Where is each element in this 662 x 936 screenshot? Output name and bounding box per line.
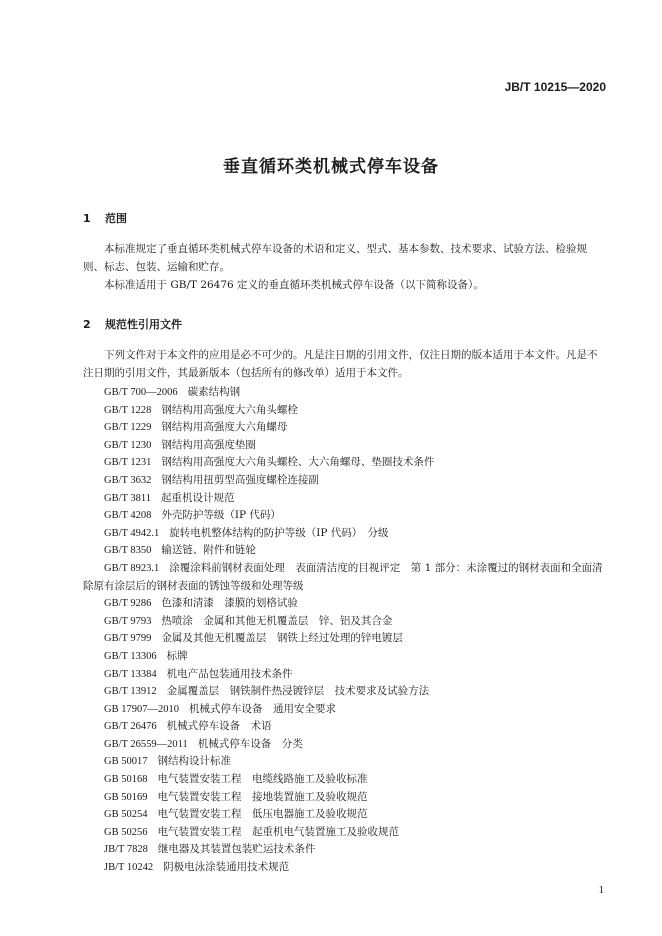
reference-code: GB 50168	[104, 774, 148, 786]
section-2-heading	[83, 316, 182, 332]
section-2-title: 规范性引用文件	[105, 318, 182, 331]
reference-code: GB/T 1231	[104, 457, 152, 469]
reference-title: 钢结构用高强度垫圈	[161, 438, 256, 451]
reference-item	[83, 613, 607, 631]
reference-title: 输送链、附件和链轮	[161, 544, 256, 557]
reference-item	[83, 402, 607, 420]
reference-item	[83, 472, 607, 490]
reference-code: JB/T 7828	[104, 844, 148, 856]
reference-title: 电气装置安装工程 电缆线路施工及验收标准	[157, 773, 368, 786]
reference-code: GB/T 13384	[104, 668, 157, 680]
reference-item	[83, 666, 607, 684]
reference-code: GB 17907—2010	[104, 703, 179, 715]
reference-title: 钢结构用扭剪型高强度螺栓连接副	[161, 473, 319, 486]
reference-title: 钢结构用高强度大六角头螺栓	[161, 403, 298, 416]
reference-code: GB/T 1230	[104, 439, 152, 451]
reference-code: GB/T 9799	[104, 633, 152, 645]
standard-number: JB/T 10215—2020	[504, 80, 606, 94]
reference-code: GB/T 1229	[104, 422, 152, 434]
reference-item	[83, 701, 607, 719]
reference-code: GB/T 9286	[104, 598, 152, 610]
reference-item	[83, 824, 607, 842]
reference-code: GB/T 4208	[104, 510, 152, 522]
reference-item	[83, 525, 607, 543]
reference-title: 涂覆涂料前钢材表面处理 表面清洁度的目视评定 第 1 部分：未涂覆过的钢材表面和全面清除原有涂层后的钢材表面的锈蚀等级和处理等级	[83, 561, 603, 592]
reference-code: GB/T 26476	[104, 721, 157, 733]
reference-title: 机械式停车设备 分类	[197, 737, 303, 750]
section-1-heading	[83, 210, 127, 226]
reference-code: GB/T 9793	[104, 615, 152, 627]
reference-code: GB/T 4942.1	[104, 527, 160, 539]
normative-reference-list	[83, 384, 607, 877]
reference-item	[83, 718, 607, 736]
reference-title: 电气装置安装工程 起重机电气装置施工及验收规范	[157, 825, 399, 838]
reference-code: GB/T 700—2006	[104, 387, 178, 398]
reference-title: 阴极电泳涂装通用技术规范	[163, 861, 290, 874]
reference-item	[83, 630, 607, 648]
reference-item	[83, 542, 607, 560]
reference-item	[83, 859, 607, 877]
reference-title: 色漆和清漆 漆膜的划格试验	[161, 597, 298, 610]
reference-title: 碳素结构钢	[187, 386, 241, 398]
reference-code: GB/T 26559—2011	[104, 738, 188, 750]
reference-item	[83, 648, 607, 666]
reference-code: GB 50169	[104, 791, 148, 803]
reference-title: 钢结构设计标准	[157, 755, 231, 768]
reference-title: 继电器及其装置包装贮运技术条件	[157, 843, 316, 856]
reference-code: GB 50256	[104, 826, 148, 838]
reference-title: 钢结构用高强度大六角头螺栓、大六角螺母、垫圈技术条件	[161, 456, 435, 469]
reference-item	[83, 789, 607, 807]
document-title: 垂直循环类机械式停车设备	[223, 157, 439, 177]
reference-title: 机械式停车设备 通用安全要求	[188, 702, 336, 715]
reference-item	[83, 736, 607, 754]
reference-item	[83, 419, 607, 437]
reference-item	[83, 560, 607, 595]
section-2-intro: 下列文件对于本文件的应用是必不可少的。凡是注日期的引用文件，仅注日期的版本适用于本文件。凡是不注日期的引用文件，其最新版本（包括所有的修改单）适用于本文件。	[83, 349, 598, 379]
section-1-number: 1	[83, 212, 91, 225]
reference-code: GB 50017	[104, 756, 148, 768]
reference-code: GB/T 8923.1	[104, 562, 160, 574]
reference-code: GB/T 3632	[104, 474, 152, 486]
reference-item	[83, 806, 607, 824]
reference-title: 旋转电机整体结构的防护等级（IP 代码） 分级	[169, 526, 389, 539]
reference-item	[83, 841, 607, 859]
reference-title: 电气装置安装工程 低压电器施工及验收规范	[157, 808, 368, 821]
section-2-number: 2	[83, 318, 91, 331]
reference-code: GB 50254	[104, 809, 148, 821]
reference-code: GB/T 13306	[104, 650, 157, 662]
reference-item	[83, 771, 607, 789]
reference-code: GB/T 13912	[104, 686, 157, 698]
reference-item	[83, 490, 607, 508]
reference-title: 标牌	[166, 649, 188, 662]
reference-title: 电气装置安装工程 接地装置施工及验收规范	[157, 790, 368, 803]
reference-item	[83, 683, 607, 701]
reference-title: 钢结构用高强度大六角螺母	[161, 421, 288, 434]
reference-code: GB/T 8350	[104, 545, 152, 557]
section-1-paragraph-1: 本标准规定了垂直循环类机械式停车设备的术语和定义、型式、基本参数、技术要求、试验方法、检验规则、标志、包装、运输和贮存。	[83, 243, 587, 273]
reference-item	[83, 454, 607, 472]
reference-item	[83, 753, 607, 771]
reference-code: JB/T 10242	[104, 862, 154, 874]
reference-title: 金属及其他无机覆盖层 钢铁上经过处理的锌电镀层	[161, 632, 403, 645]
reference-item	[83, 595, 607, 613]
reference-title: 机电产品包装通用技术条件	[166, 667, 293, 680]
reference-title: 机械式停车设备 术语	[166, 720, 272, 733]
section-1-paragraph-2: 本标准适用于 GB/T 26476 定义的垂直循环类机械式停车设备（以下简称设备）。	[104, 279, 484, 291]
page-number: 1	[598, 884, 604, 896]
reference-title: 外壳防护等级（IP 代码）	[161, 509, 281, 522]
reference-code: GB/T 1228	[104, 404, 152, 416]
reference-title: 热喷涂 金属和其他无机覆盖层 锌、铝及其合金	[161, 614, 393, 627]
reference-title: 起重机设计规范	[160, 491, 235, 504]
section-1-title: 范围	[105, 212, 127, 225]
reference-item	[83, 507, 607, 525]
reference-item	[83, 384, 607, 402]
reference-item	[83, 437, 607, 455]
reference-code: GB/T 3811	[104, 492, 151, 504]
reference-title: 金属覆盖层 钢铁制件热浸镀锌层 技术要求及试验方法	[166, 685, 430, 698]
